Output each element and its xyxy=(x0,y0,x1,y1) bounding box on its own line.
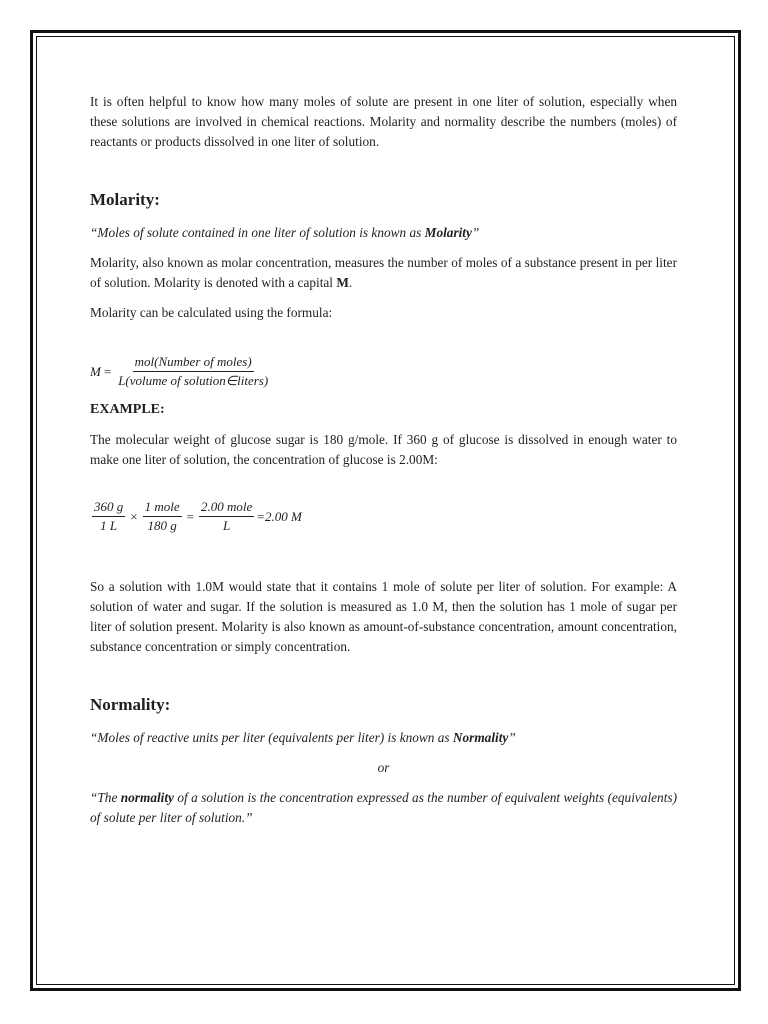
fraction-1-denominator: 1 L xyxy=(100,518,118,533)
normality-definition-text: “Moles of reactive units per liter (equivalents per liter) is known as xyxy=(90,730,453,745)
molarity-heading: Molarity: xyxy=(90,190,160,209)
normality-definition-2 xyxy=(90,788,677,828)
molarity-definition-bold: Molarity xyxy=(424,225,472,240)
molarity-paragraph-text: Molarity, also known as molar concentration, measures the number of moles of a substance present in per liter of solution. Molarity is denoted with a capital xyxy=(90,255,677,290)
example-fraction-3 xyxy=(199,498,254,535)
document-body xyxy=(90,92,677,828)
equals-sign: = xyxy=(186,508,194,524)
example-formula xyxy=(90,498,677,535)
example-fraction-2 xyxy=(143,498,182,535)
normality-definition-bold: Normality xyxy=(452,730,509,745)
example-followup: So a solution with 1.0M would state that it contains 1 mole of solute per liter of solution. For example: A solution of water and sugar. If the solution is measured as 1.0 M, then the solution has 1 mole of sugar per liter of solution present. Molarity is also known as amount-of-substance concentration, amount concentration, substance concentration or simply concentration. xyxy=(90,579,677,654)
formula-numerator: mol(Number of moles) xyxy=(133,353,254,372)
normality-heading: Normality: xyxy=(90,695,171,714)
molarity-definition-text: “Moles of solute contained in one liter of solution is known as xyxy=(90,225,425,240)
molarity-symbol: M xyxy=(336,275,349,290)
or-separator: or xyxy=(377,760,390,775)
molarity-formula xyxy=(90,353,677,390)
formula-equals: = xyxy=(103,363,112,379)
fraction-3-denominator: L xyxy=(222,518,231,533)
molarity-formula-intro: Molarity can be calculated using the formula: xyxy=(90,305,333,320)
example-heading: EXAMPLE: xyxy=(90,402,165,417)
molarity-paragraph-end: . xyxy=(348,275,353,290)
intro-paragraph: It is often helpful to know how many moles of solute are present in one liter of solution, especially when these solutions are involved in chemical reactions. Molarity and normality describe the numbers (moles) of reactants or products dissolved in one liter of solution. xyxy=(90,94,677,149)
molarity-definition xyxy=(90,223,677,243)
example-paragraph: The molecular weight of glucose sugar is 180 g/mole. If 360 g of glucose is dissolved in enough water to make one liter of solution, the concentration of glucose is 2.00M: xyxy=(90,432,677,467)
times-sign: × xyxy=(130,508,138,524)
fraction-2-denominator: 180 g xyxy=(147,518,177,533)
example-result: =2.00 M xyxy=(256,508,302,524)
fraction-3-numerator: 2.00 mole xyxy=(199,498,254,517)
formula-fraction xyxy=(116,353,270,390)
normality-definition-2-bold: normality xyxy=(120,790,174,805)
normality-definition-close: ” xyxy=(508,730,516,745)
fraction-2-numerator: 1 mole xyxy=(143,498,182,517)
normality-definition-2-text: of a solution is the concentration expressed as the number of equivalent weights (equivalents) of solute per liter of solution.” xyxy=(90,790,677,825)
molarity-paragraph xyxy=(90,253,677,293)
formula-denominator: L(volume of solution∈liters) xyxy=(118,373,269,388)
formula-lhs: M xyxy=(90,363,101,379)
example-fraction-1 xyxy=(92,498,125,535)
normality-definition xyxy=(90,728,677,748)
fraction-1-numerator: 360 g xyxy=(92,498,125,517)
molarity-definition-close: ” xyxy=(471,225,480,240)
normality-definition-2-open: “The xyxy=(90,790,121,805)
